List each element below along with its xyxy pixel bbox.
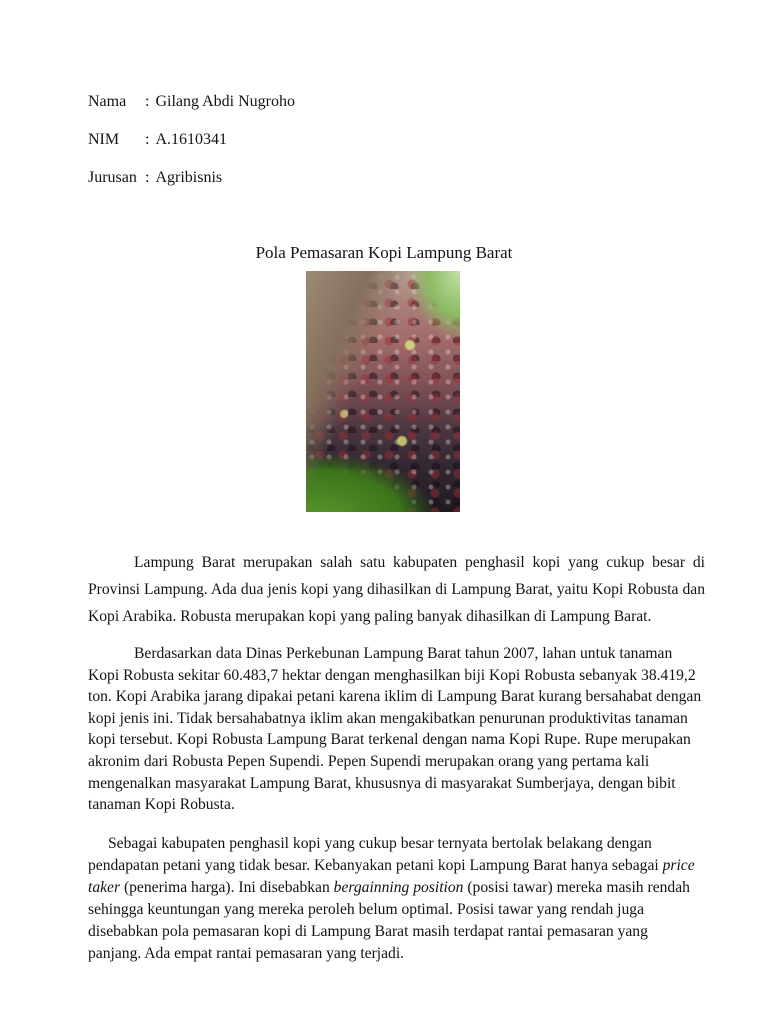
identity-row-nim: [88, 130, 295, 150]
identity-label-jurusan: Jurusan: [88, 169, 137, 186]
identity-value-nim: A.1610341: [155, 131, 228, 148]
identity-separator: :: [145, 169, 150, 186]
paragraph-text: Sebagai kabupaten penghasil kopi yang cukup besar ternyata bertolak belakang dengan pendapatan petani yang tidak besar. Kebanyakan petani kopi Lampung Barat hanya sebagai: [88, 834, 663, 874]
identity-value-jurusan: Agribisnis: [155, 169, 223, 186]
page-title: Pola Pemasaran Kopi Lampung Barat: [255, 243, 513, 262]
identity-label-nim: NIM: [88, 131, 120, 148]
student-identity-block: [88, 92, 295, 206]
identity-row-nama: [88, 92, 295, 112]
coffee-cherries-photo: [306, 271, 460, 512]
italic-term-price-taker: price taker: [88, 856, 695, 896]
italic-term-bergainning-position: bergainning position: [333, 878, 464, 896]
paragraph-intro: [88, 549, 705, 630]
paragraph-text: (posisi tawar) mereka masih rendah sehingga keuntungan yang mereka peroleh belum optimal. Posisi tawar yang rendah juga disebabkan pola pemasaran kopi di Lampung Barat masih terdapat rantai pemasaran yang panjang. Ada empat rantai pemasaran yang terjadi.: [88, 878, 690, 962]
identity-value-nama: Gilang Abdi Nugroho: [155, 93, 295, 110]
paragraph-data-perkebunan: [88, 643, 705, 816]
body-text: [88, 549, 705, 965]
paragraph-text: (penerima harga). Ini disebabkan: [120, 878, 334, 896]
paragraph-pemasaran: [88, 833, 705, 965]
identity-row-jurusan: [88, 168, 295, 188]
identity-separator: :: [145, 131, 150, 148]
identity-separator: :: [145, 93, 150, 110]
paragraph-text: Lampung Barat merupakan salah satu kabupaten penghasil kopi yang cukup besar di Provinsi Lampung. Ada dua jenis kopi yang dihasilkan di Lampung Barat, yaitu Kopi Robusta dan Kopi Arabika. Robusta merupakan kopi yang paling banyak dihasilkan di Lampung Barat.: [88, 554, 705, 625]
paragraph-text: Berdasarkan data Dinas Perkebunan Lampung Barat tahun 2007, lahan untuk tanaman Kopi Robusta sekitar 60.483,7 hektar dengan menghasilkan biji Kopi Robusta sebanyak 38.419,2 ton. Kopi Arabika jarang dipakai petani karena iklim di Lampung Barat kurang bersahabat dengan kopi jenis ini. Tidak bersahabatnya iklim akan mengakibatkan penurunan produktivitas tanaman kopi tersebut. Kopi Robusta Lampung Barat terkenal dengan nama Kopi Rupe. Rupe merupakan akronim dari Robusta Pepen Supendi. Pepen Supendi merupakan orang yang pertama kali mengenalkan masyarakat Lampung Barat, khususnya di masyarakat Sumberjaya, dengan bibit tanaman Kopi Robusta.: [88, 645, 702, 814]
identity-label-nama: Nama: [88, 93, 127, 110]
